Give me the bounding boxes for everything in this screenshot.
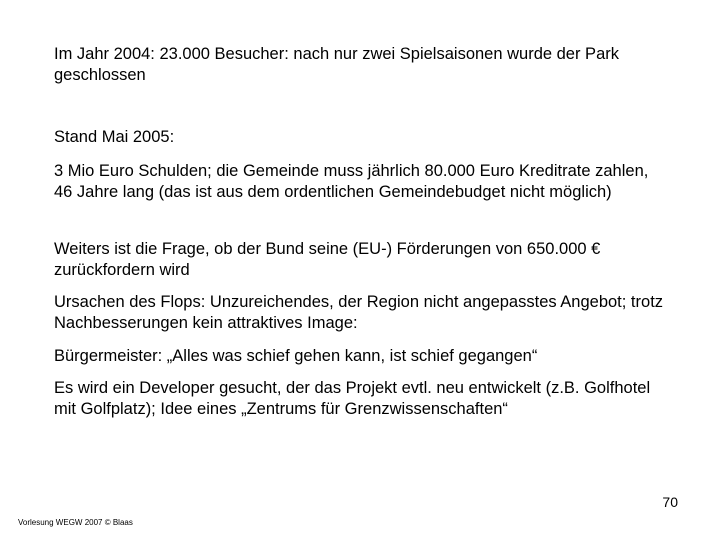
page-number: 70	[662, 494, 678, 510]
paragraph-mayor-quote: Bürgermeister: „Alles was schief gehen kann, ist schief gegangen“	[54, 347, 538, 365]
footer-credit: Vorlesung WEGW 2007 © Blaas	[18, 518, 133, 527]
paragraph-debts: 3 Mio Euro Schulden; die Gemeinde muss jährlich 80.000 Euro Kreditrate zahlen, 46 Jahre lang (das ist aus dem ordentlichen Gemeindebudget nicht möglich)	[54, 162, 649, 201]
stand-heading: Stand Mai 2005:	[54, 128, 175, 146]
paragraph-subsidies: Weiters ist die Frage, ob der Bund seine (EU-) Förderungen von 650.000 € zurückfordern wird	[54, 240, 601, 279]
intro-paragraph: Im Jahr 2004: 23.000 Besucher: nach nur zwei Spielsaisonen wurde der Park geschlossen	[54, 45, 619, 84]
paragraph-developer: Es wird ein Developer gesucht, der das Projekt evtl. neu entwickelt (z.B. Golfhotel mit Golfplatz); Idee eines „Zentrums für Grenzwissenschaften“	[54, 379, 651, 418]
paragraph-causes: Ursachen des Flops: Unzureichendes, der Region nicht angepasstes Angebot; trotz Nachbesserungen kein attraktives Image:	[54, 293, 664, 332]
